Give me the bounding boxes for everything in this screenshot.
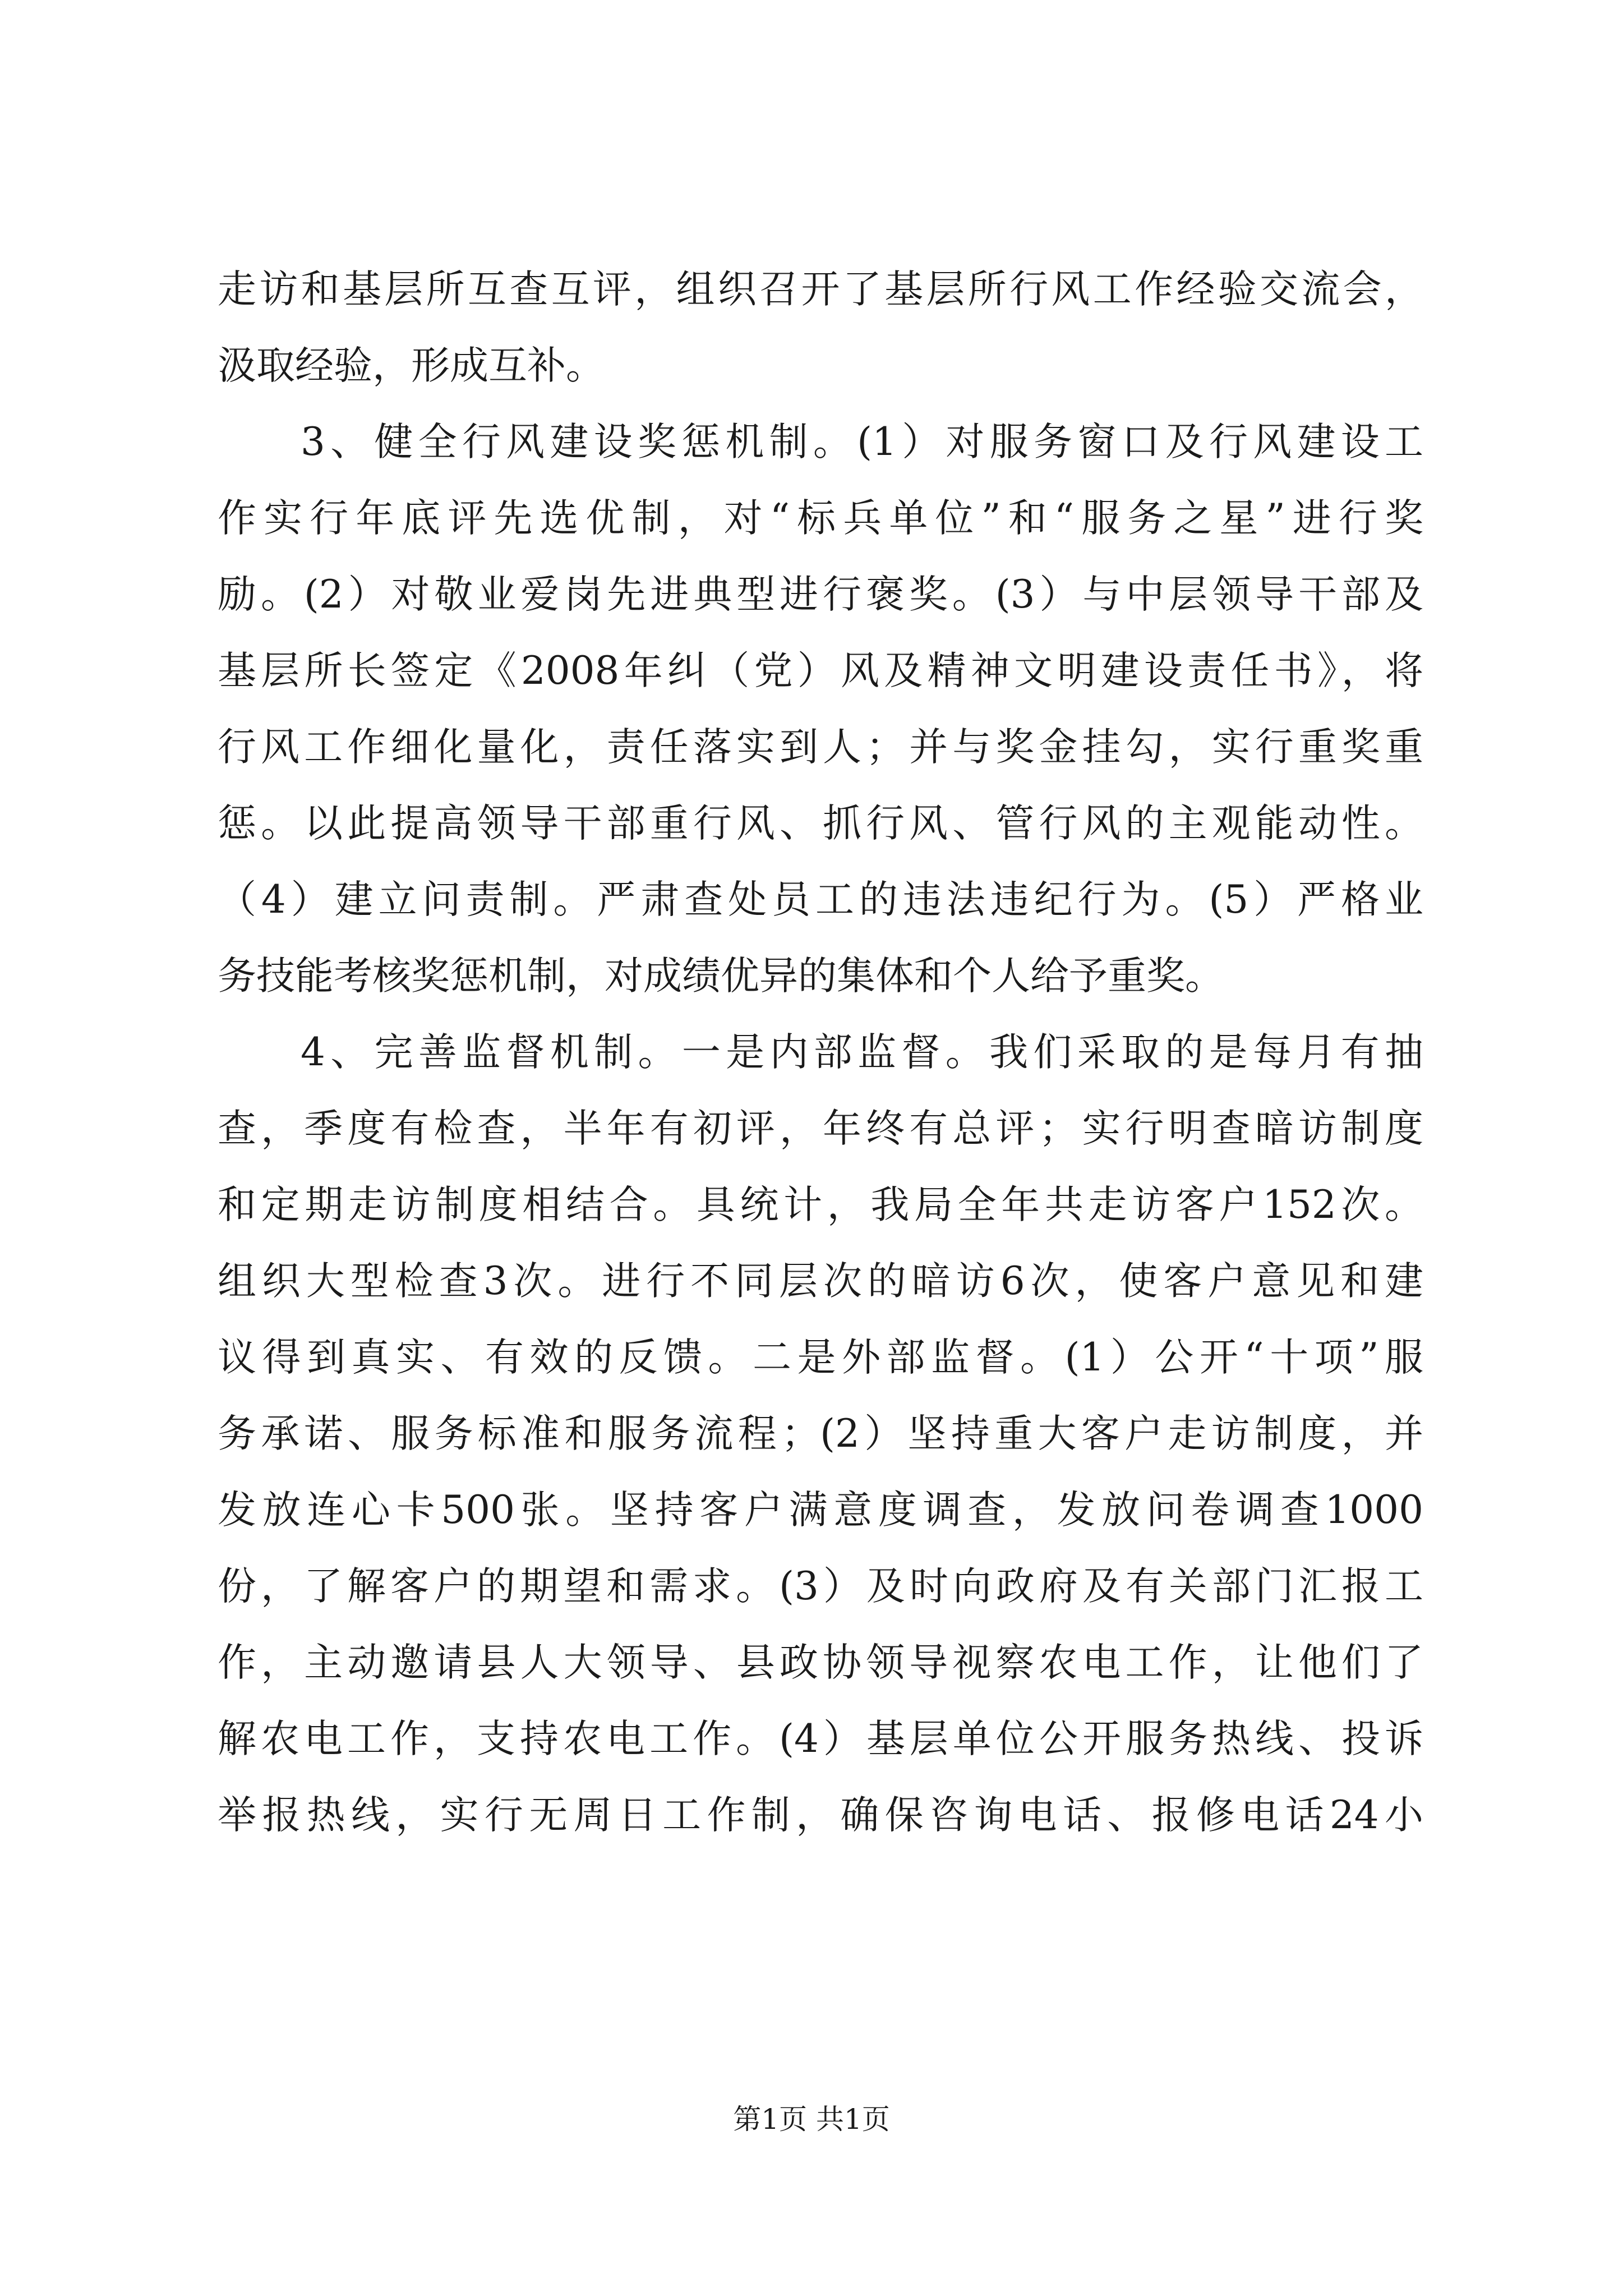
text-line: 惩。以此提高领导干部重行风、抓行风、管行风的主观能动性。	[218, 801, 1423, 846]
text-line: 议得到真实、有效的反馈。二是外部监督。(1）公开“十项”服	[218, 1335, 1423, 1380]
text-line: 解农电工作，支持农电工作。(4）基层单位公开服务热线、投诉	[218, 1717, 1423, 1761]
text-line: 发放连心卡500张。坚持客户满意度调查，发放问卷调查1000	[218, 1488, 1423, 1533]
text-line: 作实行年底评先选优制，对“标兵单位”和“服务之星”进行奖	[218, 496, 1423, 541]
text-line: 份，了解客户的期望和需求。(3）及时向政府及有关部门汇报工	[218, 1564, 1423, 1609]
text-line: 4、完善监督机制。一是内部监督。我们采取的是每月有抽	[301, 1030, 1423, 1075]
text-line: 作，主动邀请县人大领导、县政协领导视察农电工作，让他们了	[218, 1640, 1423, 1685]
page-footer: 第1页 共1页	[733, 2103, 890, 2136]
text-line: 励。(2）对敬业爱岗先进典型进行褒奖。(3）与中层领导干部及	[218, 572, 1423, 617]
text-line: 行风工作细化量化，责任落实到人；并与奖金挂勾，实行重奖重	[218, 725, 1423, 770]
text-line: 举报热线，实行无周日工作制，确保咨询电话、报修电话24小	[218, 1793, 1423, 1838]
text-line: 走访和基层所互查互评，组织召开了基层所行风工作经验交流会，	[218, 267, 1423, 312]
text-line: 汲取经验，形成互补。	[218, 343, 605, 388]
text-line: 务承诺、服务标准和服务流程；(2）坚持重大客户走访制度，并	[218, 1411, 1423, 1456]
text-line: 3、健全行风建设奖惩机制。(1）对服务窗口及行风建设工	[301, 420, 1423, 464]
text-line: 基层所长签定《2008年纠（党）风及精神文明建设责任书》，将	[218, 648, 1423, 693]
document-body	[218, 251, 1423, 1853]
text-line: 组织大型检查3次。进行不同层次的暗访6次，使客户意见和建	[218, 1259, 1423, 1304]
text-line: 务技能考核奖惩机制，对成绩优异的集体和个人给予重奖。	[218, 954, 1224, 999]
text-line: 查，季度有检查，半年有初评，年终有总评；实行明查暗访制度	[218, 1106, 1423, 1151]
text-line: （4）建立问责制。严肃查处员工的违法违纪行为。(5）严格业	[218, 877, 1423, 922]
text-line: 和定期走访制度相结合。具统计，我局全年共走访客户152次。	[218, 1182, 1423, 1227]
